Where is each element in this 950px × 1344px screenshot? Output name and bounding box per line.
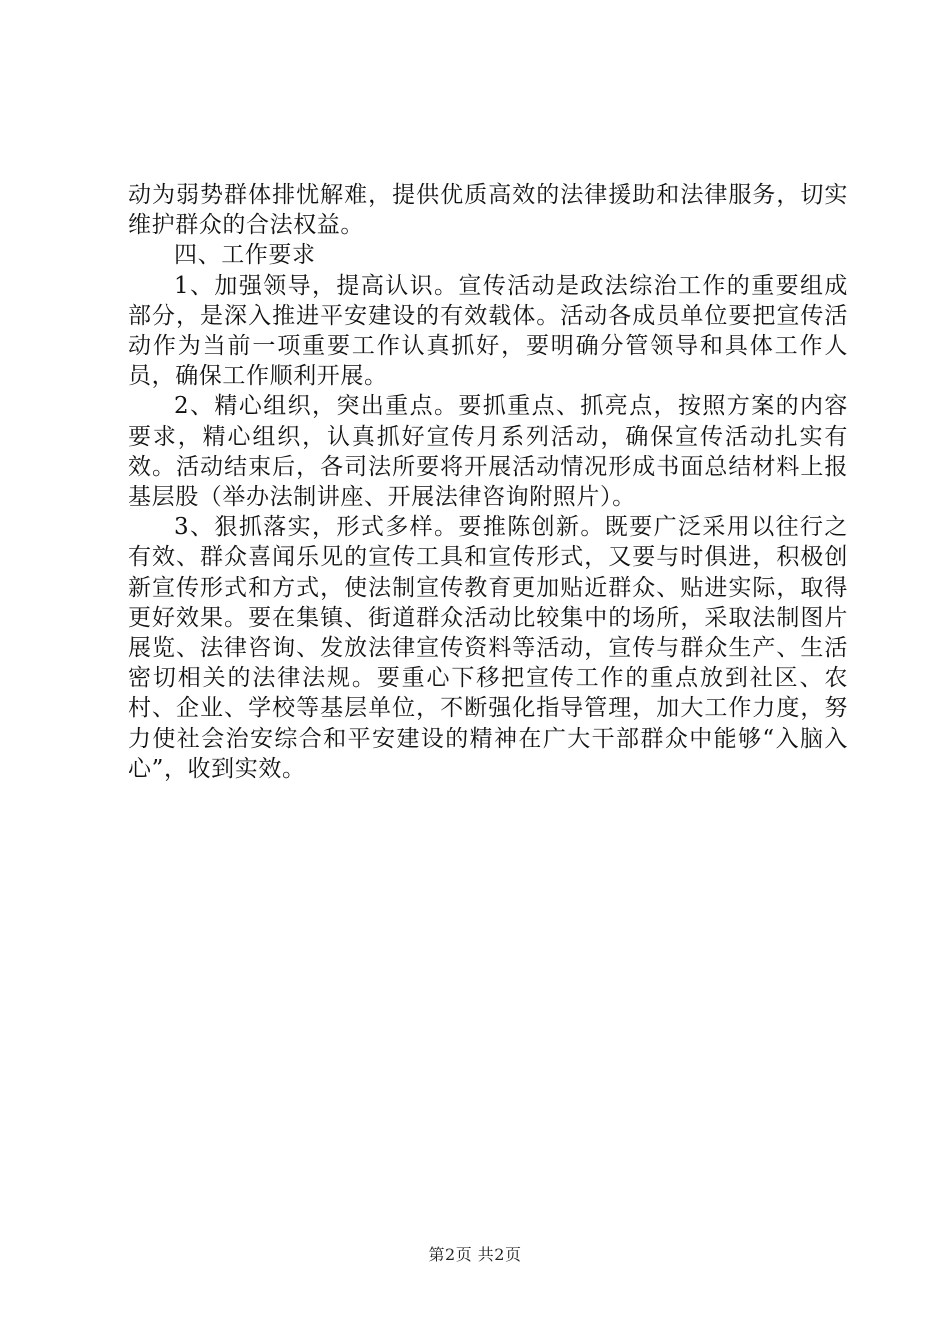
requirement-paragraph-3: 3、狠抓落实，形式多样。要推陈创新。既要广泛采用以往行之有效、群众喜闻乐见的宣传工具和宣传形式，又要与时俱进，积极创新宣传形式和方式，使法制宣传教育更加贴近群众、贴进实际，取得更好效果。要在集镇、街道群众活动比较集中的场所，采取法制图片展览、法律咨询、发放法律宣传资料等活动，宣传与群众生产、生活密切相关的法律法规。要重心下移把宣传工作的重点放到社区、农村、企业、学校等基层单位，不断强化指导管理，加大工作力度，努力使社会治安综合和平安建设的精神在广大干部群众中能够“入脑入心”，收到实效。 bbox=[128, 514, 848, 782]
requirement-paragraph-2: 2、精心组织，突出重点。要抓重点、抓亮点，按照方案的内容要求，精心组织，认真抓好宣传月系列活动，确保宣传活动扎实有效。活动结束后，各司法所要将开展活动情况形成书面总结材料上报基层股（举办法制讲座、开展法律咨询附照片）。 bbox=[128, 393, 848, 511]
document-body bbox=[128, 180, 848, 784]
section-heading: 四、工作要求 bbox=[174, 242, 316, 269]
continuation-paragraph: 动为弱势群体排忧解难，提供优质高效的法律援助和法律服务，切实维护群众的合法权益。 bbox=[128, 182, 848, 239]
requirement-paragraph-1: 1、加强领导，提高认识。宣传活动是政法综治工作的重要组成部分，是深入推进平安建设的有效载体。活动各成员单位要把宣传活动作为当前一项重要工作认真抓好，要明确分管领导和具体工作人员，确保工作顺利开展。 bbox=[128, 272, 848, 390]
page-footer: 第2页 共2页 bbox=[428, 1245, 522, 1264]
